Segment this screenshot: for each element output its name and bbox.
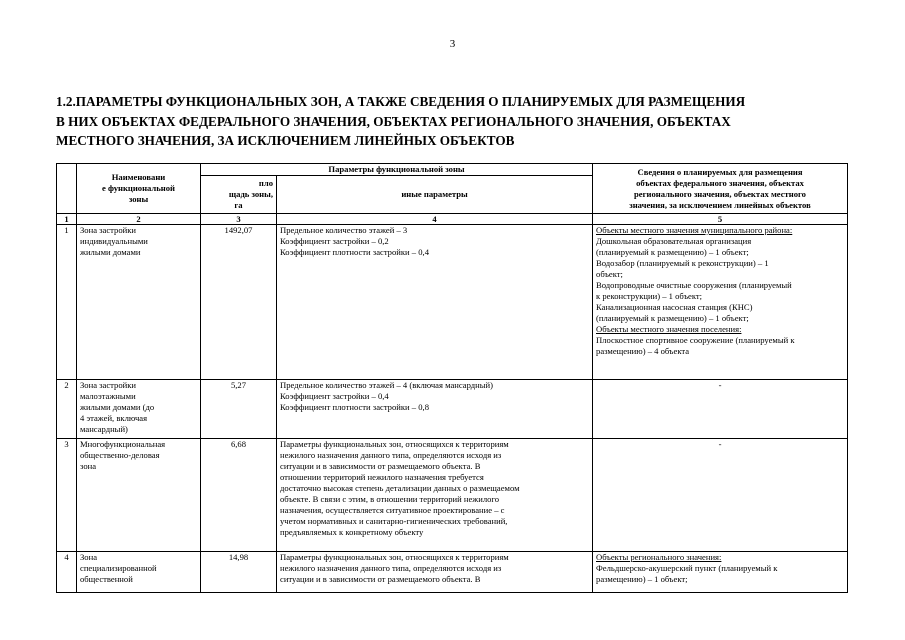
heading-line: В НИХ ОБЪЕКТАХ ФЕДЕРАЛЬНОГО ЗНАЧЕНИЯ, ОБЪЕКТАХ РЕГИОНАЛЬНОГО ЗНАЧЕНИЯ, ОБЪЕКТАХ bbox=[56, 113, 731, 129]
row-number: 4 bbox=[57, 552, 77, 593]
zone-area: 1492,07 bbox=[201, 225, 277, 380]
zone-name: Зона специализированной общественной bbox=[77, 552, 201, 593]
header-other-parameters: иные параметры bbox=[277, 176, 593, 214]
column-number: 1 bbox=[57, 214, 77, 225]
zone-parameters: Предельное количество этажей – 3 Коэффициент застройки – 0,2 Коэффициент плотности застройки – 0,4 bbox=[277, 225, 593, 380]
planned-objects: - bbox=[593, 380, 848, 439]
zone-parameters: Параметры функциональных зон, относящихся к территориям нежилого назначения данного типа, определяются исходя из ситуации и в зависимости от размещаемого объекта. В отношении территорий нежилого назначения требуется достаточно высокая степень детализации данных о размещаемом объекте. В связи с этим, в отношении территорий нежилого назначения, осуществляется ситуативное проектирование – с учетом нормативных и санитарно-гигиенических требований, предъявляемых к конкретному объекту bbox=[277, 439, 593, 552]
zone-name: Зона застройки индивидуальными жилыми домами bbox=[77, 225, 201, 380]
zone-area: 6,68 bbox=[201, 439, 277, 552]
table-row bbox=[57, 225, 848, 380]
planned-objects: - bbox=[593, 439, 848, 552]
table-row bbox=[57, 552, 848, 593]
column-number: 4 bbox=[277, 214, 593, 225]
header-zone-name: Наименовани е функциональной зоны bbox=[77, 164, 201, 214]
row-number: 1 bbox=[57, 225, 77, 380]
table-row bbox=[57, 380, 848, 439]
zone-parameters: Параметры функциональных зон, относящихся к территориям нежилого назначения данного типа, определяются исходя из ситуации и в зависимости от размещаемого объекта. В bbox=[277, 552, 593, 593]
heading-line: МЕСТНОГО ЗНАЧЕНИЯ, ЗА ИСКЛЮЧЕНИЕМ ЛИНЕЙНЫХ ОБЪЕКТОВ bbox=[56, 133, 515, 148]
row-number: 3 bbox=[57, 439, 77, 552]
row-number: 2 bbox=[57, 380, 77, 439]
zone-name: Зона застройки малоэтажными жилыми домами (до 4 этажей, включая мансардный) bbox=[77, 380, 201, 439]
table-row bbox=[57, 439, 848, 552]
header-number bbox=[57, 164, 77, 214]
header-planned-objects: Сведения о планируемых для размещения объектах федерального значения, объектах регионального значения, объектах местного значения, за исключением линейных объектов bbox=[593, 164, 848, 214]
column-number: 2 bbox=[77, 214, 201, 225]
zone-parameters: Предельное количество этажей – 4 (включая мансардный) Коэффициент застройки – 0,4 Коэффициент плотности застройки – 0,8 bbox=[277, 380, 593, 439]
planned-objects: Объекты местного значения муниципального района: Дошкольная образовательная организация (планируемый к размещению) – 1 объект; Водозабор (планируемый к реконструкции) – 1 объект; Водопроводные очистные сооружения (планируемый к реконструкции) – 1 объект; Канализационная насосная станция (КНС) (планируемый к размещению) – 1 объект; Объекты местного значения поселения: Плоскостное спортивное сооружение (планируемый к размещению) – 4 объекта bbox=[593, 225, 848, 380]
zone-area: 5,27 bbox=[201, 380, 277, 439]
section-heading bbox=[56, 92, 856, 151]
heading-line: 1.2.ПАРАМЕТРЫ ФУНКЦИОНАЛЬНЫХ ЗОН, А ТАКЖЕ СВЕДЕНИЯ О ПЛАНИРУЕМЫХ ДЛЯ РАЗМЕЩЕНИЯ bbox=[56, 94, 746, 109]
column-number: 3 bbox=[201, 214, 277, 225]
header-area: пло щадь зоны, га bbox=[201, 176, 277, 214]
column-number-row bbox=[57, 214, 848, 225]
column-number: 5 bbox=[593, 214, 848, 225]
planned-objects: Объекты регионального значения: Фельдшерско-акушерский пункт (планируемый к размещению) – 1 объект; bbox=[593, 552, 848, 593]
functional-zones-table bbox=[56, 163, 848, 593]
header-row bbox=[57, 164, 848, 176]
page-number: 3 bbox=[449, 38, 456, 50]
zone-area: 14,98 bbox=[201, 552, 277, 593]
zone-name: Многофункциональная общественно-деловая зона bbox=[77, 439, 201, 552]
header-zone-parameters: Параметры функциональной зоны bbox=[201, 164, 593, 176]
